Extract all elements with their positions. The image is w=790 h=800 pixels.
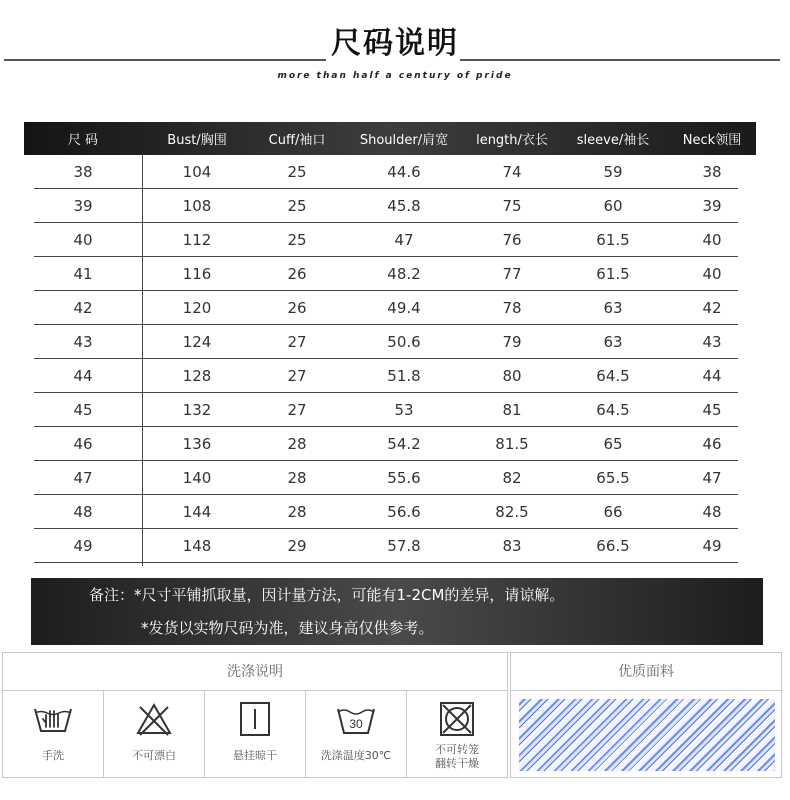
table-cell: 136	[182, 435, 212, 453]
care-item-hand-wash	[3, 691, 104, 777]
table-cell: 76	[502, 231, 522, 249]
table-cell: 60	[603, 197, 623, 215]
size-table	[24, 122, 756, 563]
table-cell: 44.6	[387, 163, 421, 181]
table-cell: 116	[182, 265, 212, 283]
table-cell: 59	[603, 163, 623, 181]
table-cell: 26	[287, 265, 307, 283]
table-row	[24, 189, 756, 223]
table-cell: 45	[702, 401, 722, 419]
table-cell: 43	[702, 333, 722, 351]
care-label: 洗涤温度30℃	[320, 749, 392, 762]
care-label: 不可漂白	[132, 749, 176, 762]
care-item-no-tumble-dry	[407, 691, 507, 777]
col-header-neck: Neck领围	[682, 133, 742, 148]
table-cell: 54.2	[387, 435, 421, 453]
notes-banner	[31, 578, 763, 645]
page-title: 尺码说明	[331, 26, 459, 61]
table-cell: 82.5	[495, 503, 529, 521]
size-table-body	[24, 155, 756, 563]
table-cell: 42	[702, 299, 722, 317]
table-cell: 44	[702, 367, 722, 385]
fabric-swatch	[519, 699, 775, 771]
col-header-sleeve: sleeve/袖长	[576, 133, 650, 148]
table-row	[24, 529, 756, 563]
size-table-header	[24, 122, 756, 155]
table-cell: 49	[73, 537, 93, 555]
table-cell: 39	[702, 197, 722, 215]
table-cell: 40	[73, 231, 93, 249]
table-cell: 83	[502, 537, 522, 555]
table-cell: 63	[603, 333, 623, 351]
care-item-hang-dry	[205, 691, 306, 777]
table-cell: 49.4	[387, 299, 421, 317]
table-cell: 64.5	[596, 367, 630, 385]
table-cell: 128	[182, 367, 212, 385]
no-tumble-dry-icon	[435, 701, 479, 737]
table-cell: 65.5	[596, 469, 630, 487]
table-cell: 132	[182, 401, 212, 419]
table-cell: 45.8	[387, 197, 421, 215]
table-row	[24, 359, 756, 393]
table-row	[24, 257, 756, 291]
col-header-shoulder: Shoulder/肩宽	[359, 133, 449, 148]
table-cell: 28	[287, 469, 307, 487]
table-cell: 28	[287, 503, 307, 521]
table-cell: 40	[702, 265, 722, 283]
table-cell: 53	[394, 401, 414, 419]
table-row	[24, 393, 756, 427]
hand-wash-icon	[31, 701, 75, 737]
table-cell: 104	[182, 163, 212, 181]
care-title: 洗涤说明	[3, 653, 507, 691]
wash-30-icon	[334, 701, 378, 737]
page-subtitle: more than half a century of pride	[277, 71, 513, 81]
table-cell: 57.8	[387, 537, 421, 555]
table-cell: 74	[502, 163, 522, 181]
table-cell: 25	[287, 197, 307, 215]
no-bleach-icon	[132, 701, 176, 737]
table-row	[24, 155, 756, 189]
table-cell: 124	[182, 333, 212, 351]
table-cell: 43	[73, 333, 93, 351]
table-row	[24, 461, 756, 495]
table-cell: 38	[73, 163, 93, 181]
table-cell: 112	[182, 231, 212, 249]
table-cell: 25	[287, 163, 307, 181]
table-cell: 46	[702, 435, 722, 453]
table-cell: 82	[502, 469, 522, 487]
table-row	[24, 427, 756, 461]
care-label-line-2: 翻转干燥	[435, 757, 479, 770]
table-cell: 78	[502, 299, 522, 317]
table-row	[24, 291, 756, 325]
size-column-divider	[142, 155, 143, 566]
table-cell: 47	[394, 231, 414, 249]
table-cell: 42	[73, 299, 93, 317]
table-cell: 75	[502, 197, 522, 215]
col-header-size: 尺 码	[67, 133, 99, 148]
table-cell: 26	[287, 299, 307, 317]
title-divider-left	[4, 59, 326, 61]
table-cell: 27	[287, 401, 307, 419]
care-item-no-bleach	[104, 691, 205, 777]
table-cell: 81	[502, 401, 522, 419]
table-cell: 63	[603, 299, 623, 317]
table-cell: 48	[73, 503, 93, 521]
col-header-length: length/衣长	[476, 133, 548, 148]
table-cell: 27	[287, 367, 307, 385]
col-header-bust: Bust/胸围	[167, 133, 227, 148]
table-cell: 29	[287, 537, 307, 555]
table-cell: 46	[73, 435, 93, 453]
table-cell: 66.5	[596, 537, 630, 555]
table-row	[24, 223, 756, 257]
table-cell: 44	[73, 367, 93, 385]
care-label: 悬挂晾干	[233, 749, 277, 762]
table-cell: 108	[182, 197, 212, 215]
table-cell: 144	[182, 503, 212, 521]
table-cell: 48.2	[387, 265, 421, 283]
fabric-panel	[510, 652, 782, 778]
table-row	[24, 325, 756, 359]
title-divider-right	[460, 59, 780, 61]
table-cell: 38	[702, 163, 722, 181]
table-cell: 39	[73, 197, 93, 215]
table-cell: 56.6	[387, 503, 421, 521]
table-cell: 25	[287, 231, 307, 249]
table-cell: 66	[603, 503, 623, 521]
table-cell: 49	[702, 537, 722, 555]
table-cell: 27	[287, 333, 307, 351]
table-cell: 47	[73, 469, 93, 487]
table-cell: 64.5	[596, 401, 630, 419]
care-label: 手洗	[42, 749, 64, 762]
col-header-cuff: Cuff/袖口	[268, 133, 326, 148]
fabric-title: 优质面料	[511, 653, 781, 691]
table-cell: 65	[603, 435, 623, 453]
table-cell: 40	[702, 231, 722, 249]
table-cell: 79	[502, 333, 522, 351]
table-cell: 140	[182, 469, 212, 487]
table-cell: 77	[502, 265, 522, 283]
table-cell: 120	[182, 299, 212, 317]
table-cell: 148	[182, 537, 212, 555]
care-label	[407, 743, 507, 771]
table-cell: 45	[73, 401, 93, 419]
table-cell: 41	[73, 265, 93, 283]
table-cell: 47	[702, 469, 722, 487]
table-cell: 61.5	[596, 231, 630, 249]
table-cell: 61.5	[596, 265, 630, 283]
table-cell: 50.6	[387, 333, 421, 351]
hang-dry-icon	[233, 701, 277, 737]
table-cell: 55.6	[387, 469, 421, 487]
table-cell: 81.5	[495, 435, 529, 453]
table-cell: 48	[702, 503, 722, 521]
care-item-wash-30	[306, 691, 407, 777]
table-cell: 51.8	[387, 367, 421, 385]
care-label-line-1: 不可转笼	[435, 743, 479, 756]
table-cell: 80	[502, 367, 522, 385]
note-line-2: *发货以实物尺码为准，建议身高仅供参考。	[141, 619, 434, 637]
wash-temp-text: 30	[349, 717, 363, 731]
table-row	[24, 495, 756, 529]
table-cell: 28	[287, 435, 307, 453]
care-panel	[2, 652, 508, 778]
note-line-1: 备注：*尺寸平铺抓取量，因计量方法，可能有1-2CM的差异，请谅解。	[89, 586, 565, 604]
